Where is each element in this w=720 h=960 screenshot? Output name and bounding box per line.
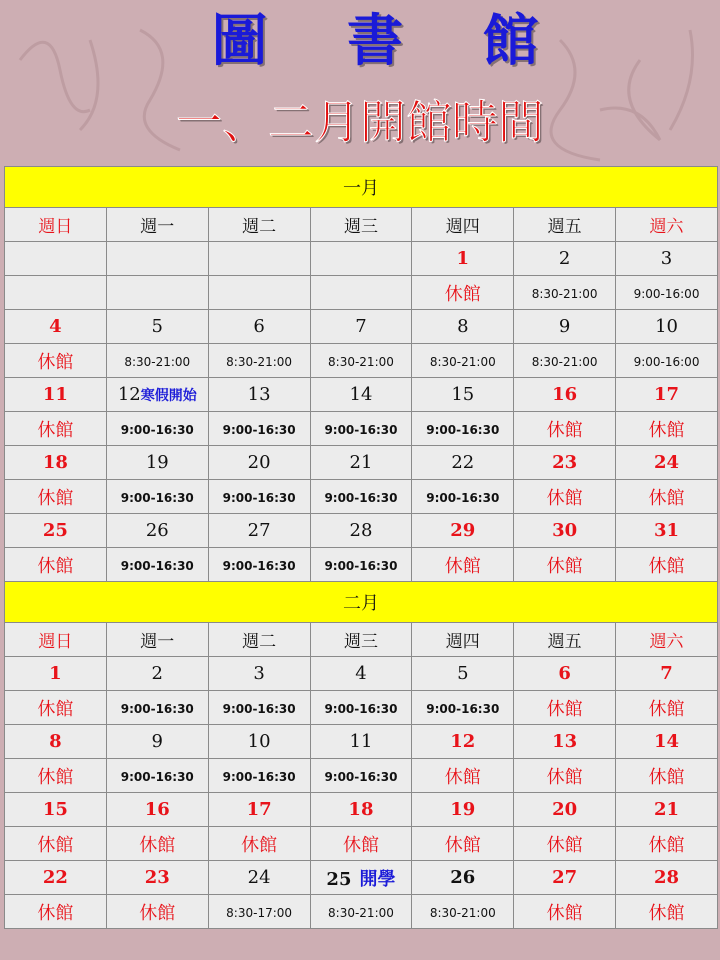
date-number: 16 [552, 384, 578, 405]
hours-cell [514, 480, 616, 514]
hours-cell [310, 691, 412, 725]
closed-label: 休館 [648, 555, 685, 577]
hours-cell [310, 827, 412, 861]
hours-cell [616, 548, 718, 582]
date-number: 7 [355, 316, 367, 337]
date-cell [310, 514, 412, 548]
hours-cell [412, 895, 514, 929]
open-hours: 9:00-16:30 [120, 559, 194, 573]
date-cell [616, 242, 718, 276]
date-number: 6 [253, 316, 265, 337]
date-cell [514, 725, 616, 759]
hours-cell [616, 344, 718, 378]
hours-cell [412, 276, 514, 310]
weekday-header-cell: 週五 [514, 208, 616, 242]
date-cell [616, 725, 718, 759]
date-number: 8 [457, 316, 469, 337]
february-month-band [5, 582, 718, 623]
closed-label: 休館 [444, 283, 481, 305]
closed-label: 休館 [444, 834, 481, 856]
hours-cell [208, 827, 310, 861]
date-row [5, 793, 718, 827]
date-cell [208, 725, 310, 759]
hours-cell [5, 548, 107, 582]
date-number: 11 [42, 384, 68, 405]
date-number: 20 [552, 799, 578, 820]
date-cell [310, 725, 412, 759]
date-number: 1 [49, 663, 62, 684]
hours-cell [208, 691, 310, 725]
closed-label: 休館 [546, 419, 583, 441]
closed-label: 休館 [342, 834, 379, 856]
date-number: 5 [457, 663, 469, 684]
hours-cell [106, 344, 208, 378]
open-hours: 9:00-16:00 [633, 287, 700, 301]
date-cell [5, 446, 107, 480]
date-number: 2 [558, 248, 571, 269]
hours-cell [412, 344, 514, 378]
date-cell [106, 725, 208, 759]
date-number: 14 [654, 731, 680, 752]
closed-label: 休館 [139, 834, 176, 856]
hours-cell [514, 548, 616, 582]
hours-cell [310, 480, 412, 514]
date-number: 9 [558, 316, 571, 337]
open-hours: 8:30-21:00 [226, 355, 293, 369]
hours-cell [310, 759, 412, 793]
date-cell [106, 446, 208, 480]
closed-label: 休館 [37, 419, 74, 441]
hours-cell [412, 548, 514, 582]
date-cell [5, 514, 107, 548]
open-hours: 8:30-21:00 [124, 355, 191, 369]
date-cell [208, 793, 310, 827]
date-number: 28 [654, 867, 680, 888]
date-cell [412, 242, 514, 276]
hours-cell [5, 276, 107, 310]
date-number: 1 [456, 248, 470, 269]
closed-label: 休館 [37, 834, 74, 856]
date-cell [514, 514, 616, 548]
open-hours: 8:30-21:00 [429, 906, 496, 920]
hours-cell [5, 759, 107, 793]
date-cell [106, 242, 208, 276]
date-cell [310, 657, 412, 691]
closed-label: 休館 [546, 698, 583, 720]
date-row [5, 310, 718, 344]
closed-label: 休館 [648, 487, 685, 509]
date-cell [208, 861, 310, 895]
date-cell [514, 657, 616, 691]
hours-cell [208, 759, 310, 793]
hours-row [5, 759, 718, 793]
hours-row [5, 548, 718, 582]
closed-label: 休館 [139, 902, 176, 924]
open-hours: 8:30-21:00 [429, 355, 496, 369]
date-cell [616, 793, 718, 827]
date-cell [412, 446, 514, 480]
hours-cell [5, 895, 107, 929]
date-number: 15 [42, 799, 68, 820]
date-number: 3 [660, 248, 673, 269]
date-cell [514, 793, 616, 827]
date-cell [616, 514, 718, 548]
date-cell [310, 861, 412, 895]
date-number: 19 [450, 799, 476, 820]
date-cell [106, 310, 208, 344]
date-cell [412, 378, 514, 412]
hours-cell [106, 276, 208, 310]
date-number: 16 [144, 799, 170, 820]
date-number: 31 [654, 520, 680, 541]
open-hours: 8:30-21:00 [328, 355, 394, 369]
date-cell [310, 446, 412, 480]
open-hours: 9:00-16:30 [120, 770, 194, 784]
date-number: 13 [247, 384, 271, 405]
closed-label: 休館 [37, 555, 74, 577]
hours-cell [616, 691, 718, 725]
weekday-header-cell: 週一 [106, 208, 208, 242]
date-number: 22 [42, 867, 68, 888]
date-cell [5, 657, 107, 691]
february-month-label: 二月 [5, 582, 718, 623]
hours-cell [310, 548, 412, 582]
open-hours: 9:00-16:30 [426, 423, 500, 437]
date-number: 27 [552, 867, 578, 888]
hours-cell [616, 480, 718, 514]
date-number: 8 [49, 731, 62, 752]
date-number: 12 [117, 384, 141, 405]
date-number: 7 [660, 663, 673, 684]
hours-cell [310, 276, 412, 310]
hours-calendar-table [4, 166, 718, 929]
hours-row [5, 344, 718, 378]
hours-cell [208, 344, 310, 378]
date-row [5, 242, 718, 276]
open-hours: 9:00-16:30 [222, 559, 296, 573]
date-number: 18 [42, 452, 68, 473]
weekday-header-cell: 週四 [412, 208, 514, 242]
hours-cell [514, 412, 616, 446]
date-cell [616, 861, 718, 895]
date-row [5, 657, 718, 691]
open-hours: 8:30-21:00 [328, 906, 394, 920]
date-cell [106, 514, 208, 548]
hours-cell [412, 691, 514, 725]
hours-cell [412, 480, 514, 514]
hours-cell [208, 895, 310, 929]
open-hours: 8:30-17:00 [226, 906, 293, 920]
closed-label: 休館 [546, 834, 583, 856]
date-number: 13 [552, 731, 578, 752]
hours-cell [310, 344, 412, 378]
date-cell [412, 793, 514, 827]
date-cell [616, 446, 718, 480]
hours-cell [514, 759, 616, 793]
hours-cell [208, 276, 310, 310]
open-hours: 9:00-16:30 [324, 423, 398, 437]
weekday-header-cell: 週五 [514, 623, 616, 657]
date-number: 4 [49, 316, 62, 337]
closed-label: 休館 [546, 487, 583, 509]
hours-cell [106, 827, 208, 861]
weekday-header-cell: 週三 [310, 208, 412, 242]
date-number: 11 [349, 731, 373, 752]
date-cell [412, 514, 514, 548]
weekday-header-cell: 週六 [616, 623, 718, 657]
closed-label: 休館 [241, 834, 278, 856]
date-cell [106, 861, 208, 895]
date-number: 27 [247, 520, 271, 541]
weekday-header-cell: 週日 [5, 208, 107, 242]
hours-cell [106, 759, 208, 793]
closed-label: 休館 [444, 766, 481, 788]
date-row [5, 378, 718, 412]
closed-label: 休館 [37, 351, 74, 373]
page-subtitle: 一、二月開館時間 [176, 95, 544, 149]
date-number: 26 [145, 520, 169, 541]
date-cell [616, 378, 718, 412]
weekday-header-cell: 週一 [106, 623, 208, 657]
hours-cell [310, 412, 412, 446]
date-cell [5, 793, 107, 827]
closed-label: 休館 [648, 766, 685, 788]
date-number: 3 [253, 663, 265, 684]
date-cell [310, 310, 412, 344]
school-start-note: 開學 [359, 868, 396, 890]
date-cell [5, 310, 107, 344]
date-cell [208, 310, 310, 344]
date-number: 17 [654, 384, 680, 405]
open-hours: 8:30-21:00 [531, 355, 598, 369]
date-number: 24 [654, 452, 680, 473]
closed-label: 休館 [648, 834, 685, 856]
weekday-header-cell: 週三 [310, 623, 412, 657]
open-hours: 9:00-16:30 [324, 491, 398, 505]
date-cell [514, 861, 616, 895]
closed-label: 休館 [648, 419, 685, 441]
hours-cell [5, 691, 107, 725]
hours-row [5, 480, 718, 514]
open-hours: 9:00-16:30 [120, 702, 194, 716]
hours-cell [514, 691, 616, 725]
date-cell [106, 378, 208, 412]
hours-cell [616, 759, 718, 793]
date-cell [106, 657, 208, 691]
hours-cell [208, 480, 310, 514]
hours-row [5, 276, 718, 310]
hours-row [5, 895, 718, 929]
hours-cell [106, 412, 208, 446]
open-hours: 9:00-16:30 [426, 491, 500, 505]
date-cell [310, 378, 412, 412]
date-cell [310, 793, 412, 827]
date-number: 10 [655, 316, 678, 337]
date-number: 6 [558, 663, 571, 684]
date-cell [616, 657, 718, 691]
open-hours: 9:00-16:30 [222, 491, 296, 505]
hours-cell [106, 691, 208, 725]
open-hours: 8:30-21:00 [531, 287, 598, 301]
hours-cell [514, 344, 616, 378]
open-hours: 9:00-16:30 [324, 770, 398, 784]
date-number: 23 [552, 452, 578, 473]
open-hours: 9:00-16:30 [120, 491, 194, 505]
date-number: 22 [451, 452, 475, 473]
date-number: 12 [450, 731, 476, 752]
hours-cell [5, 480, 107, 514]
hours-cell [106, 480, 208, 514]
date-cell [5, 861, 107, 895]
open-hours: 9:00-16:30 [222, 702, 296, 716]
date-cell [412, 861, 514, 895]
date-number: 21 [349, 452, 373, 473]
date-cell [412, 310, 514, 344]
february-weekday-header [5, 623, 718, 657]
weekday-header-cell: 週二 [208, 623, 310, 657]
date-number: 18 [348, 799, 374, 820]
date-cell [208, 446, 310, 480]
open-hours: 9:00-16:30 [324, 702, 398, 716]
date-number: 9 [151, 731, 163, 752]
date-cell [208, 378, 310, 412]
date-number: 5 [151, 316, 163, 337]
date-row [5, 725, 718, 759]
january-month-band [5, 167, 718, 208]
date-number: 19 [145, 452, 169, 473]
hours-cell [5, 412, 107, 446]
date-number: 24 [247, 867, 271, 888]
weekday-header-cell: 週六 [616, 208, 718, 242]
hours-cell [412, 759, 514, 793]
hours-cell [514, 895, 616, 929]
open-hours: 9:00-16:00 [633, 355, 700, 369]
open-hours: 9:00-16:30 [426, 702, 500, 716]
hours-cell [208, 412, 310, 446]
date-cell [514, 378, 616, 412]
date-cell [208, 242, 310, 276]
date-row [5, 861, 718, 895]
date-cell [5, 725, 107, 759]
hours-cell [412, 412, 514, 446]
hours-cell [616, 412, 718, 446]
date-cell [310, 242, 412, 276]
date-cell [616, 310, 718, 344]
date-number: 2 [151, 663, 163, 684]
open-hours: 9:00-16:30 [222, 423, 296, 437]
date-row [5, 514, 718, 548]
date-number: 17 [246, 799, 272, 820]
date-number: 25 [326, 868, 352, 890]
hours-cell [412, 827, 514, 861]
closed-label: 休館 [37, 902, 74, 924]
date-cell [412, 725, 514, 759]
date-number: 4 [355, 663, 367, 684]
january-weekday-header [5, 208, 718, 242]
hours-cell [616, 895, 718, 929]
open-hours: 9:00-16:30 [222, 770, 296, 784]
date-number: 15 [451, 384, 475, 405]
date-row [5, 446, 718, 480]
closed-label: 休館 [546, 902, 583, 924]
date-cell [208, 514, 310, 548]
open-hours: 9:00-16:30 [120, 423, 194, 437]
closed-label: 休館 [546, 766, 583, 788]
open-hours: 9:00-16:30 [324, 559, 398, 573]
date-cell [106, 793, 208, 827]
date-number: 23 [144, 867, 170, 888]
date-number: 28 [349, 520, 373, 541]
hours-cell [616, 276, 718, 310]
hours-cell [514, 827, 616, 861]
date-number: 14 [349, 384, 373, 405]
hours-cell [5, 344, 107, 378]
closed-label: 休館 [37, 766, 74, 788]
date-cell [412, 657, 514, 691]
date-number: 21 [654, 799, 680, 820]
date-number: 29 [450, 520, 476, 541]
january-month-label: 一月 [5, 167, 718, 208]
hours-cell [616, 827, 718, 861]
weekday-header-cell: 週日 [5, 623, 107, 657]
page-title: 圖 書 館 [211, 9, 569, 74]
date-number: 20 [247, 452, 271, 473]
hours-cell [310, 895, 412, 929]
hours-cell [208, 548, 310, 582]
hours-row [5, 691, 718, 725]
date-number: 30 [552, 520, 578, 541]
closed-label: 休館 [648, 902, 685, 924]
date-number: 26 [450, 867, 476, 888]
hours-cell [514, 276, 616, 310]
closed-label: 休館 [648, 698, 685, 720]
weekday-header-cell: 週二 [208, 208, 310, 242]
closed-label: 休館 [546, 555, 583, 577]
date-cell [514, 310, 616, 344]
date-number: 10 [247, 731, 271, 752]
date-cell [5, 242, 107, 276]
closed-label: 休館 [37, 487, 74, 509]
date-cell [514, 446, 616, 480]
winter-break-note: 寒假開始 [140, 388, 197, 404]
closed-label: 休館 [444, 555, 481, 577]
weekday-header-cell: 週四 [412, 623, 514, 657]
date-number: 25 [42, 520, 68, 541]
date-cell [208, 657, 310, 691]
hours-row [5, 827, 718, 861]
closed-label: 休館 [37, 698, 74, 720]
date-cell [5, 378, 107, 412]
hours-row [5, 412, 718, 446]
date-cell [514, 242, 616, 276]
hours-cell [5, 827, 107, 861]
hours-cell [106, 895, 208, 929]
hours-cell [106, 548, 208, 582]
